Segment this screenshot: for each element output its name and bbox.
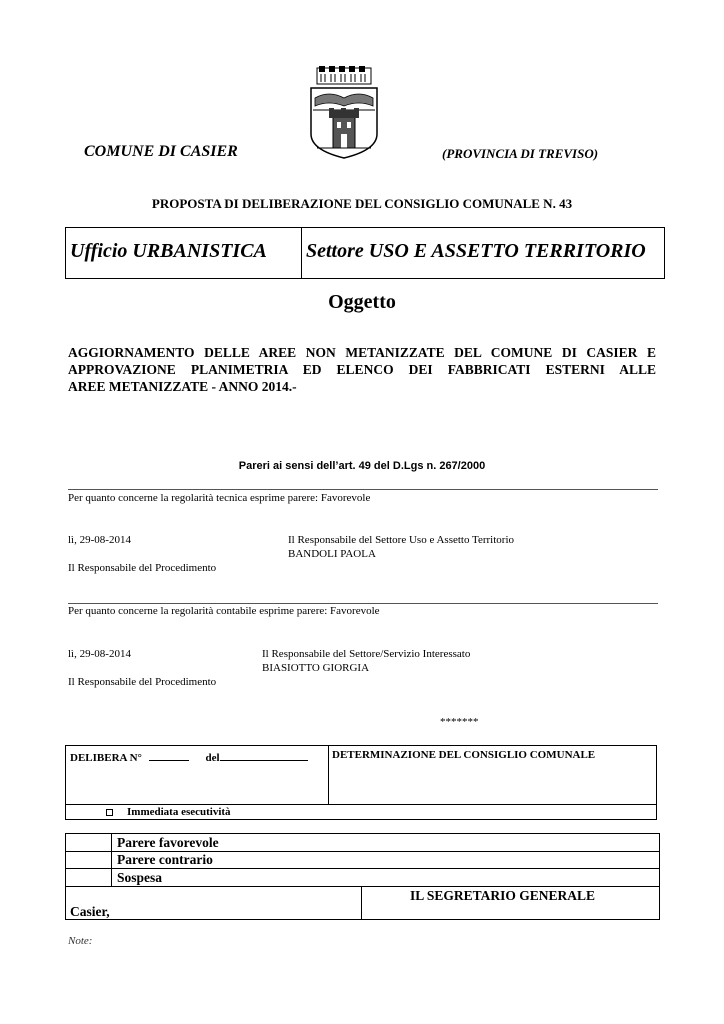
office-box [65,227,665,279]
proposal-title: PROPOSTA DI DELIBERAZIONE DEL CONSIGLIO COMUNALE N. 43 [151,196,573,211]
delibera-label: DELIBERA N° [70,752,142,764]
accounting-statement: Per quanto concerne la regolarità contabile esprime parere: Favorevole [68,605,380,617]
determination-label: DETERMINAZIONE DEL CONSIGLIO COMUNALE [332,749,596,761]
pareri-heading: Pareri ai sensi dell’art. 49 del D.Lgs n. 267/2000 [238,460,486,472]
subject-line: AGGIORNAMENTO DELLE AREE NON METANIZZATE DEL COMUNE DI CASIER E [68,345,656,360]
segretario-label: IL SEGRETARIO GENERALE [410,888,596,903]
delibera-number-blank [149,749,189,761]
parere-contrario: Parere contrario [117,852,213,867]
parere-box [65,833,660,920]
parere-sospesa: Sospesa [117,870,163,885]
province-name: (PROVINCIA DI TREVISO) [442,146,599,161]
municipality-name: COMUNE DI CASIER [84,143,238,160]
casier-label: Casier, [70,904,110,919]
delibera-date-blank [220,749,308,761]
technical-date: lì, 29-08-2014 [68,534,131,546]
parere-favorevole: Parere favorevole [117,835,219,850]
accounting-name: BIASIOTTO GIORGIA [262,662,370,674]
technical-role: Il Responsabile del Settore Uso e Assetto Territorio [288,534,515,546]
technical-statement: Per quanto concerne la regolarità tecnica esprime parere: Favorevole [68,492,371,504]
accounting-procedure: Il Responsabile del Procedimento [68,676,217,688]
office-name: Ufficio URBANISTICA [70,240,267,262]
immediate-execution [106,806,231,818]
immediate-label: Immediata esecutività [127,806,231,818]
subject-text [68,344,656,395]
technical-name: BANDOLI PAOLA [288,548,376,560]
divider [68,489,658,490]
accounting-role: Il Responsabile del Settore/Servizio Interessato [262,648,471,660]
subject-heading: Oggetto [328,291,396,313]
accounting-date: lì, 29-08-2014 [68,648,131,660]
technical-procedure: Il Responsabile del Procedimento [68,562,217,574]
separator: ******* [440,716,479,728]
note-label: Note: [68,935,93,947]
del-label: del [205,752,220,764]
delibera-number-field [70,749,308,764]
delibera-box [65,745,657,820]
divider [68,603,658,604]
subject-line: AREE METANIZZATE - ANNO 2014.- [68,379,297,394]
subject-line: APPROVAZIONE PLANIMETRIA ED ELENCO DEI FABBRICATI ESTERNI ALLE [68,362,656,377]
coat-of-arms-icon [303,64,385,160]
checkbox-icon [106,809,113,816]
sector-name: Settore USO E ASSETTO TERRITORIO [306,240,646,262]
office-divider [301,228,302,278]
